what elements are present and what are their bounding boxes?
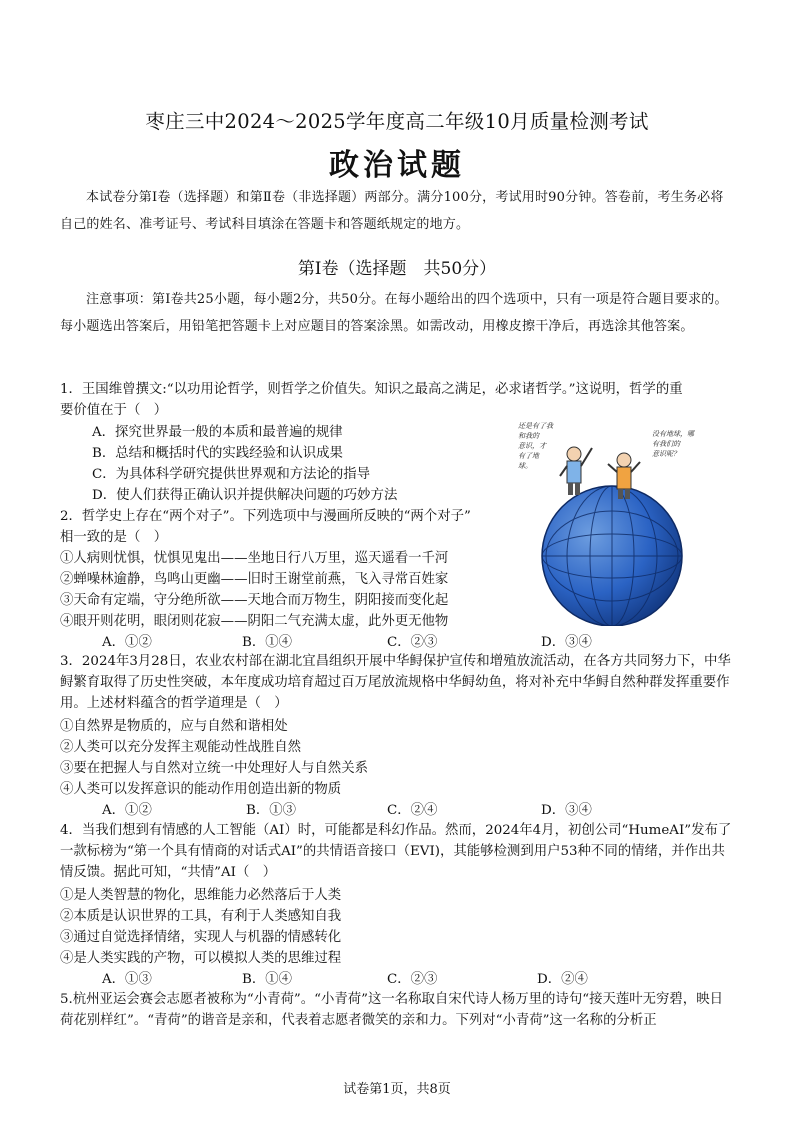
q4-statement-3: ③通过自觉选择情绪，实现人与机器的情感转化	[60, 930, 342, 945]
q1-option-b: B．总结和概括时代的实践经验和认识成果	[92, 446, 343, 461]
q1-option-c: C．为具体科学研究提供世界观和方法论的指导	[92, 467, 371, 482]
q2-stem-line2: 相一致的是（ ）	[60, 530, 168, 545]
q3-stem: 3．2024年3月28日，农业农村部在湖北宜昌组织开展中华鲟保护宣传和增殖放流活动，在各方共同努力下，中华鲟繁育取得了历史性突破，本年度成功培育超过百万尾放流规格中华鲟幼鱼，将对补充中华鲟自然种群发挥重要作用。上述材料蕴含的哲学道理是（ ）	[60, 654, 731, 711]
q1-stem-line1: 1．王国维曾撰文:“以功用论哲学，则哲学之价值失。知识之最高之满足，必求诸哲学。”这说明，哲学的重	[60, 382, 683, 397]
q3-statement-3: ③要在把握人与自然对立统一中处理好人与自然关系	[60, 761, 368, 776]
bubble-right-line-3: 意识呢？	[652, 450, 680, 458]
q4-choice-b: B．①④	[242, 972, 293, 987]
q2-choice-a: A．①②	[102, 635, 152, 650]
q4-choice-d: D．②④	[537, 972, 588, 987]
bubble-right-line-1: 没有地球，哪	[652, 430, 694, 438]
notice-paragraph: 注意事项：第Ⅰ卷共25小题，每小题2分，共50分。在每小题给出的四个选项中，只有一项是符合题目要求的。每小题选出答案后，用铅笔把答题卡上对应题目的答案涂黑。如需改动，用橡皮擦干净后，再选涂其他答案。	[60, 292, 728, 334]
q3-statement-2: ②人类可以充分发挥主观能动性战胜自然	[60, 740, 302, 755]
q1-option-a: A．探究世界最一般的本质和最普遍的规律	[92, 425, 343, 440]
q4-statement-4: ④是人类实践的产物，可以模拟人类的思维过程	[60, 951, 342, 966]
q1-stem-line2: 要价值在于（ ）	[60, 403, 168, 418]
q3-statement-4: ④人类可以发挥意识的能动作用创造出新的物质	[60, 782, 342, 797]
bubble-left-line-5: 球。	[518, 462, 532, 470]
q2-choice-d: D．③④	[541, 635, 592, 650]
q1-option-d: D．使人们获得正确认识并提供解决问题的巧妙方法	[92, 488, 398, 503]
q2-statement-2: ②蝉噪林逾静，鸟鸣山更幽——旧时王谢堂前燕，飞入寻常百姓家	[60, 572, 449, 587]
q3-choice-a: A．①②	[102, 803, 152, 818]
q5-stem: 5.杭州亚运会赛会志愿者被称为“小青荷”。“小青荷”这一名称取自宋代诗人杨万里的诗句“接天莲叶无穷碧，映日荷花别样红”。“青荷”的谐音是亲和，代表着志愿者微笑的亲和力。下列对“小青荷”这一名称的分析正	[60, 992, 723, 1028]
bubble-right-line-2: 有我们的	[652, 440, 680, 448]
q3-choice-d: D．③④	[541, 803, 592, 818]
subject-title: 政治试题	[329, 148, 465, 183]
cartoon-illustration	[512, 418, 708, 626]
intro-paragraph: 本试卷分第Ⅰ卷（选择题）和第Ⅱ卷（非选择题）两部分。满分100分，考试用时90分钟。答卷前，考生务必将自己的姓名、准考证号、考试科目填涂在答题卡和答题纸规定的地方。	[60, 190, 724, 232]
q3-choice-c: C．②④	[387, 803, 438, 818]
bubble-left-line-1: 还是有了我	[518, 422, 553, 430]
bubble-left-line-4: 有了地	[518, 452, 539, 460]
q2-statement-4: ④眼开则花明，眼闭则花寂——阴阳二气充满太虚，此外更无他物	[60, 614, 449, 629]
person-left-icon	[560, 447, 592, 495]
q2-stem-line1: 2．哲学史上存在“两个对子”。下列选项中与漫画所反映的“两个对子”	[60, 509, 471, 524]
q2-statement-1: ①人病则忧惧，忧惧见鬼出——坐地日行八万里，巡天遥看一千河	[60, 551, 449, 566]
q3-statement-1: ①自然界是物质的，应与自然和谐相处	[60, 719, 288, 734]
bubble-left-line-2: 和我的	[518, 432, 539, 440]
q4-statement-2: ②本质是认识世界的工具，有利于人类感知自我	[60, 909, 342, 924]
exam-title: 枣庄三中2024～2025学年度高二年级10月质量检测考试	[145, 110, 649, 133]
bubble-left-line-3: 意识，才	[518, 442, 546, 450]
q2-choice-c: C．②③	[387, 635, 438, 650]
q4-statement-1: ①是人类智慧的物化，思维能力必然落后于人类	[60, 888, 342, 903]
section-title: 第Ⅰ卷（选择题 共50分）	[297, 259, 497, 279]
q4-stem: 4．当我们想到有情感的人工智能（AI）时，可能都是科幻作品。然而，2024年4月，初创公司“HumeAI”发布了一款标榜为“第一个具有情商的对话式AI”的共情语音接口（EVI)，其能够检测到用户53种不同的情绪，并作出共情反馈。据此可知，“共情”AI（ ）	[60, 823, 732, 880]
page-footer: 试卷第1页，共8页	[343, 1082, 451, 1097]
q2-statement-3: ③天命有定端，守分绝所欲——天地合而万物生，阴阳接而变化起	[60, 593, 449, 608]
q2-choice-b: B．①④	[242, 635, 293, 650]
q4-choice-c: C．②③	[387, 972, 438, 987]
q3-choice-b: B．①③	[246, 803, 297, 818]
q4-choice-a: A．①③	[102, 972, 152, 987]
